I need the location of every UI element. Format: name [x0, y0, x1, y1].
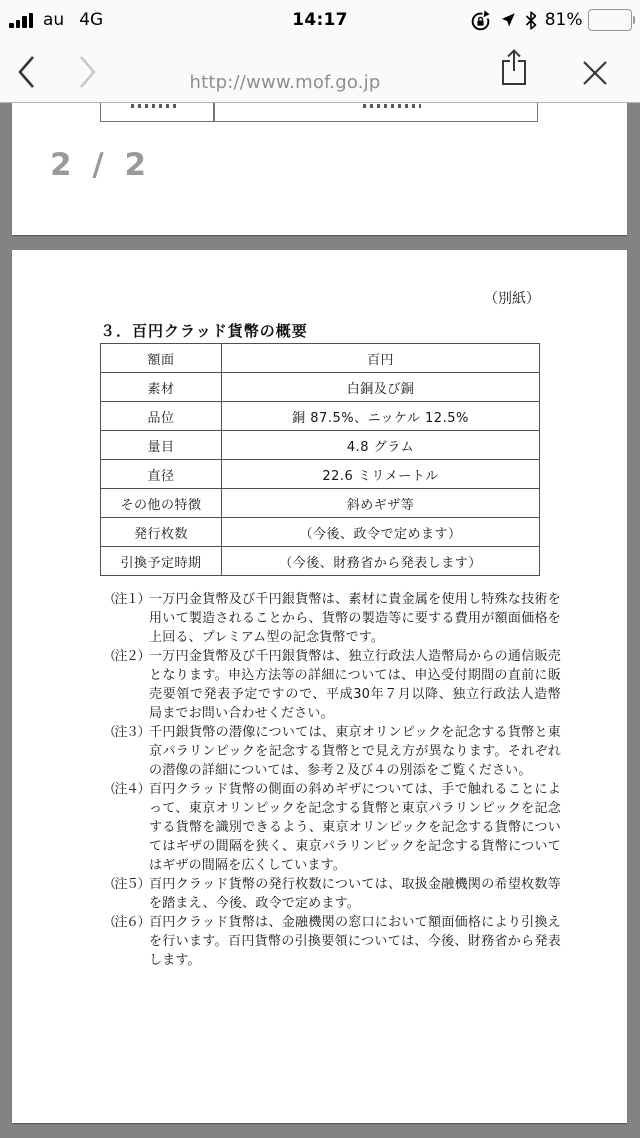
coin-spec-table — [100, 343, 540, 576]
spec-value: 銅 87.5%、ニッケル 12.5% — [222, 402, 540, 431]
spec-value: （今後、財務省から発表します） — [222, 547, 540, 576]
table-row — [101, 344, 540, 373]
table-row — [101, 402, 540, 431]
battery-icon — [588, 9, 636, 31]
footnote-label: （注５） — [103, 877, 150, 892]
clock: 14:17 — [292, 10, 348, 30]
pdf-page-1 — [12, 103, 627, 235]
attachment-label: （別紙） — [484, 291, 540, 307]
footnote-text: 百円クラッド貨幣の発行枚数については、取扱金融機関の希望枚数等を踏まえ、今後、政令で定めます。 — [149, 877, 561, 911]
footnote-1 — [103, 590, 561, 647]
spec-label: その他の特徴 — [101, 489, 222, 518]
table-row — [101, 373, 540, 402]
footnote-label: （注２） — [103, 649, 150, 664]
footnotes — [103, 590, 561, 970]
footnote-label: （注１） — [103, 592, 150, 607]
footnote-5 — [103, 875, 561, 913]
close-button[interactable] — [579, 57, 611, 89]
clipped-table-edge — [100, 103, 538, 122]
footnote-text: 一万円金貨幣及び千円銀貨幣は、独立行政法人造幣局からの通信販売となります。申込方法等の詳細については、申込受付期間の直前に販売要領で発表予定ですので、平成30年７月以降、独立行政法人造幣局までお問い合わせください。 — [149, 649, 561, 721]
spec-value: 百円 — [222, 344, 540, 373]
close-icon — [579, 57, 611, 89]
status-bar — [0, 0, 640, 40]
page-number-indicator: 2 / 2 — [50, 147, 152, 183]
spec-label: 直径 — [101, 460, 222, 489]
footnote-label: （注３） — [103, 725, 150, 740]
spec-label: 量目 — [101, 431, 222, 460]
spec-label: 引換予定時期 — [101, 547, 222, 576]
table-row — [101, 518, 540, 547]
pdf-scroll-area[interactable] — [0, 103, 640, 1138]
spec-value: 白銅及び銅 — [222, 373, 540, 402]
share-button[interactable] — [498, 47, 530, 89]
spec-value: 4.8 グラム — [222, 431, 540, 460]
bluetooth-icon — [524, 11, 538, 30]
footnote-text: 一万円金貨幣及び千円銀貨幣は、素材に貴金属を使用し特殊な技術を用いて製造されることから、貨幣の製造等に要する費用が額面価格を上回る、プレミアム型の記念貨幣です。 — [149, 592, 561, 645]
footnote-text: 千円銀貨幣の潜像については、東京オリンピックを記念する貨幣と東京パラリンピックを記念する貨幣とで見え方が異なります。それぞれの潜像の詳細については、参考２及び４の別添をご覧ください。 — [149, 725, 561, 778]
spec-label: 素材 — [101, 373, 222, 402]
table-row — [101, 489, 540, 518]
spec-value: （今後、政令で定めます） — [222, 518, 540, 547]
address-field[interactable]: http://www.mof.go.jp — [189, 72, 381, 93]
footnote-2 — [103, 647, 561, 723]
footnote-label: （注４） — [103, 782, 150, 797]
footnote-4 — [103, 780, 561, 875]
carrier-label: au — [43, 10, 65, 30]
section-title: ３．百円クラッド貨幣の概要 — [100, 322, 308, 340]
footnote-6 — [103, 913, 561, 970]
network-label: 4G — [79, 10, 104, 30]
table-row — [101, 431, 540, 460]
spec-value: 22.6 ミリメートル — [222, 460, 540, 489]
rotation-lock-icon — [469, 9, 492, 32]
browser-toolbar — [0, 40, 640, 103]
spec-label: 額面 — [101, 344, 222, 373]
footnote-text: 百円クラッド貨幣は、金融機関の窓口において額面価格により引換えを行います。百円貨幣の引換要領については、今後、財務省から発表します。 — [149, 915, 561, 968]
share-icon — [498, 47, 530, 89]
pdf-page-2 — [12, 250, 627, 1123]
spec-label: 発行枚数 — [101, 518, 222, 547]
battery-percent-label: 81% — [544, 10, 583, 30]
status-right-group — [462, 9, 635, 32]
table-row — [101, 460, 540, 489]
location-arrow-icon — [499, 11, 517, 29]
footnote-text: 百円クラッド貨幣の側面の斜めギザについては、手で触れることによって、東京オリンピックを記念する貨幣と東京パラリンピックを記念する貨幣を識別できるよう、東京オリンピックを記念する貨幣についてはギザの間隔を狭く、東京パラリンピックを記念する貨幣についてはギザの間隔を広くしています。 — [149, 782, 561, 873]
table-row — [101, 547, 540, 576]
footnote-3 — [103, 723, 561, 780]
footnote-label: （注６） — [103, 915, 150, 930]
spec-label: 品位 — [101, 402, 222, 431]
spec-value: 斜めギザ等 — [222, 489, 540, 518]
